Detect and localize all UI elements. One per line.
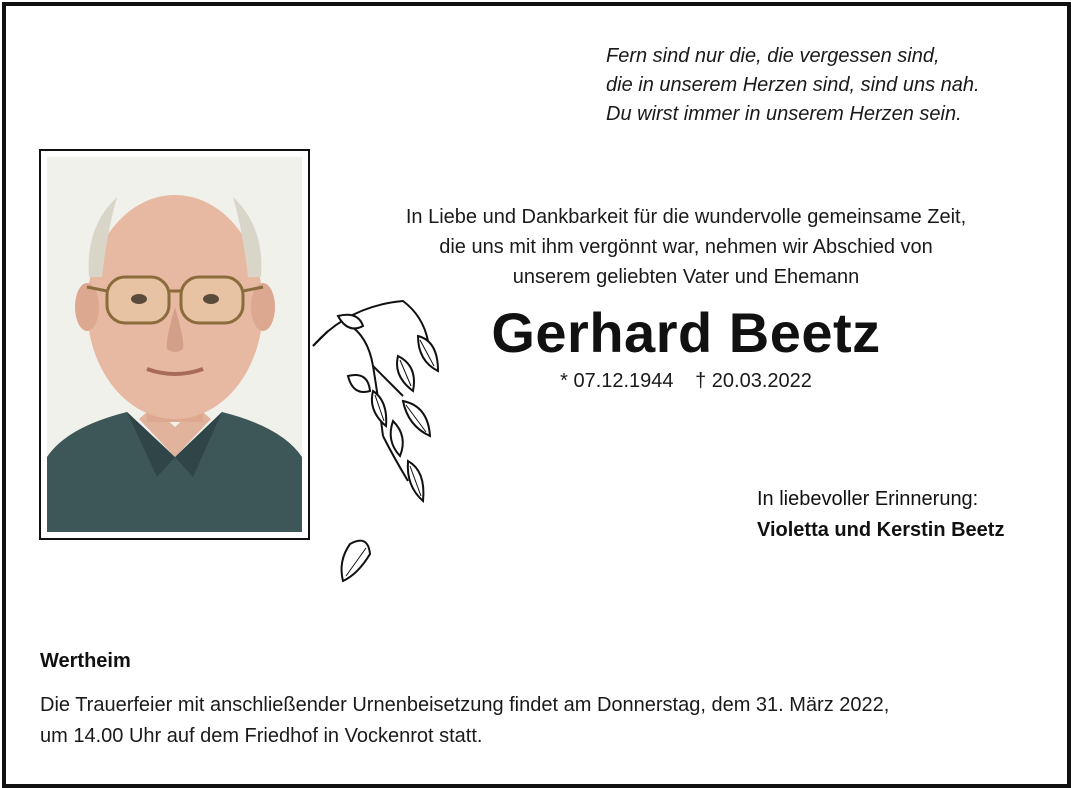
intro-line: unserem geliebten Vater und Ehemann — [512, 266, 860, 288]
poem-line: Fern sind nur die, die vergessen sind, — [606, 45, 940, 67]
deceased-name: Gerhard Beetz — [491, 301, 881, 364]
birth-date: * 07.12.1944 — [560, 370, 674, 392]
poem-line: die in unserem Herzen sind, sind uns nah. — [606, 74, 980, 96]
funeral-line: um 14.00 Uhr auf dem Friedhof in Vockenrot statt. — [40, 725, 483, 747]
location-heading: Wertheim — [40, 650, 131, 672]
memory-signature — [757, 484, 1004, 546]
intro-line: die uns mit ihm vergönnt war, nehmen wir Abschied von — [439, 236, 933, 258]
mourner-names: Violetta und Kerstin Beetz — [757, 519, 1005, 541]
portrait-frame — [39, 149, 310, 540]
intro-line: In Liebe und Dankbarkeit für die wundervolle gemeinsame Zeit, — [405, 206, 967, 228]
memory-label: In liebevoller Erinnerung: — [757, 488, 979, 510]
farewell-intro — [330, 202, 1042, 292]
memorial-poem — [606, 42, 980, 129]
poem-line: Du wirst immer in unserem Herzen sein. — [606, 103, 962, 125]
funeral-line: Die Trauerfeier mit anschließender Urnenbeisetzung findet am Donnerstag, dem 31. März 2022, — [40, 694, 890, 716]
death-date: † 20.03.2022 — [695, 370, 812, 392]
portrait-photo — [47, 157, 302, 532]
funeral-notice — [40, 690, 889, 752]
life-dates — [330, 370, 1042, 393]
